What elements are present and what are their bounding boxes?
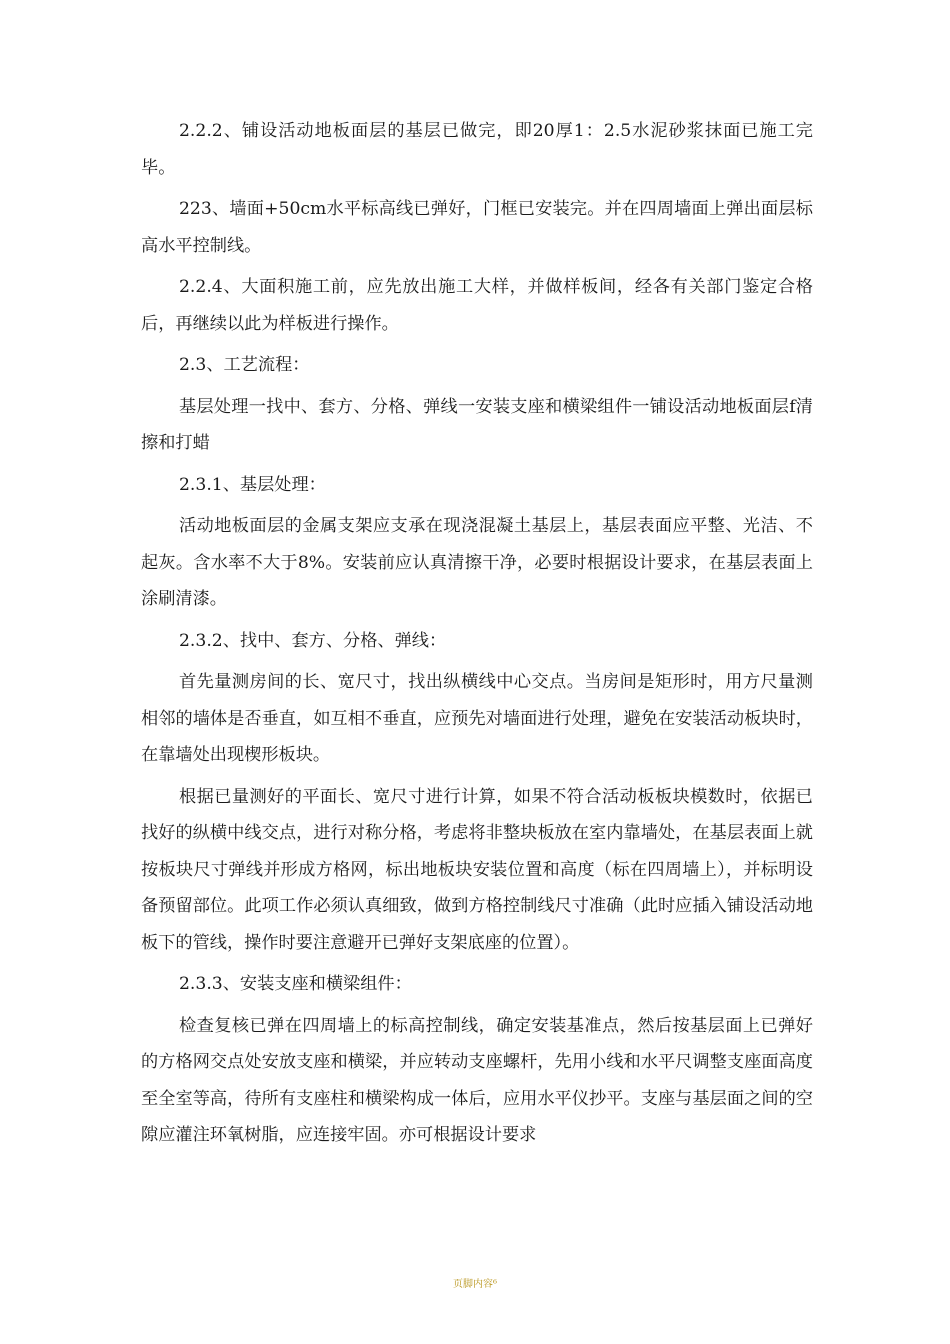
heading-2-3: 2.3、工艺流程： [179,355,310,375]
heading-2-3-3: 2.3.3、安装支座和横梁组件： [179,974,412,994]
paragraph-base-treatment: 活动地板面层的金属支架应支承在现浇混凝土基层上，基层表面应平整、光洁、不起灰。含水率不大于8%。安装前应认真清擦干净，必要时根据设计要求，在基层表面上涂刷清漆。 [141,516,813,609]
paragraph-measure-room: 首先量测房间的长、宽尺寸，找出纵横线中心交点。当房间是矩形时，用方尺量测相邻的墙体是否垂直，如互相不垂直，应预先对墙面进行处理，避免在安装活动板块时，在靠墙处出现楔形板块。 [141,672,813,765]
paragraph-process-flow: 基层处理一找中、套方、分格、弹线一安装支座和横梁组件一铺设活动地板面层f清擦和打蜡 [141,396,813,453]
heading-2-3-2: 2.3.2、找中、套方、分格、弹线： [179,630,447,651]
paragraph-2-2-4: 2.2.4、大面积施工前，应先放出施工大样，并做样板间，经各有关部门鉴定合格后，再继续以此为样板进行操作。 [141,277,813,334]
paragraph-2-2-3: 223、墙面+50cm水平标高线已弹好，门框已安装完。并在四周墙面上弹出面层标高水平控制线。 [141,199,813,256]
page-footer: 页脚内容⁶ [452,1279,497,1290]
document-body [141,113,813,1159]
paragraph-grid-layout: 根据已量测好的平面长、宽尺寸进行计算，如果不符合活动板板块模数时，依据已找好的纵横中线交点，进行对称分格，考虑将非整块板放在室内靠墙处，在基层表面上就按板块尺寸弹线并形成方格网，标出地板块安装位置和高度（标在四周墙上），并标明设备预留部位。此项工作必须认真细致，做到方格控制线尺寸准确（此时应插入铺设活动地板下的管线，操作时要注意避开已弹好支架底座的位置）。 [141,786,813,953]
heading-2-3-1: 2.3.1、基层处理： [179,474,326,495]
paragraph-install-supports: 检查复核已弹在四周墙上的标高控制线，确定安装基准点，然后按基层面上已弹好的方格网交点处安放支座和横梁，并应转动支座螺杆，先用小线和水平尺调整支座面高度至全室等高，待所有支座柱和横梁构成一体后，应用水平仪抄平。支座与基层面之间的空隙应灌注环氧树脂，应连接牢固。亦可根据设计要求 [141,1015,813,1145]
paragraph-2-2-2: 2.2.2、铺设活动地板面层的基层已做完，即20厚1：2.5水泥砂浆抹面已施工完毕。 [141,121,813,178]
